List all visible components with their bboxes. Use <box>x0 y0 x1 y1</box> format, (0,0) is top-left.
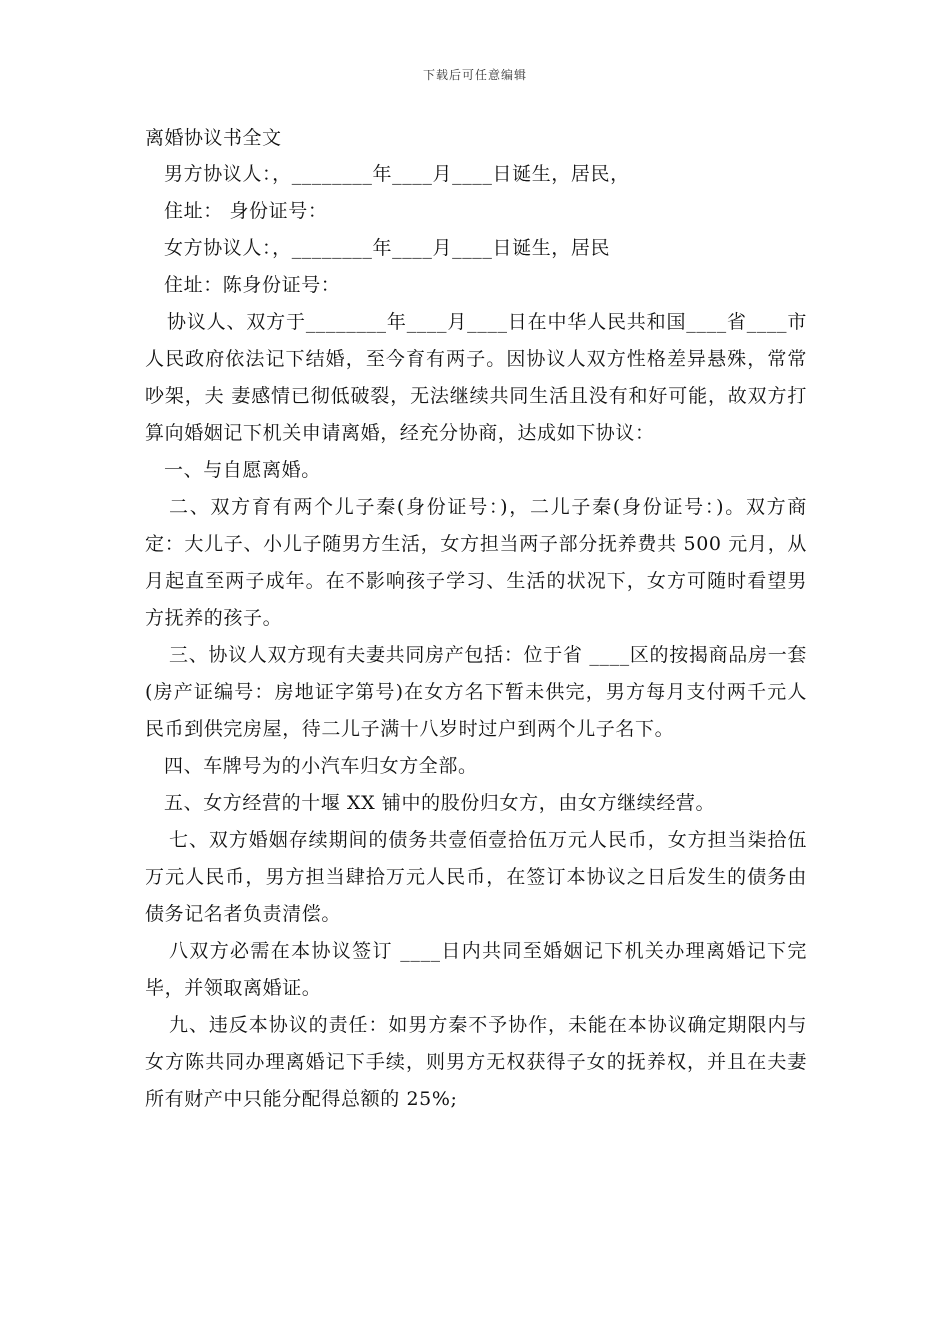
clause-1: 一、与自愿离婚。 <box>164 459 321 481</box>
document-title: 离婚协议书全文 <box>145 127 282 149</box>
clause-8: 八双方必需在本协议签订 ____日内共同至婚姻记下机关办理离婚记下完毕，并领取离婚证。 <box>145 940 807 999</box>
male-party-line: 男方协议人：，________年____月____日诞生，居民， <box>164 163 630 185</box>
clause-3: 三、协议人双方现有夫妻共同房产包括：位于省 ____区的按揭商品房一套(房产证编号：房地证字第号)在女方名下暂未供完，男方每月支付两千元人民币到供完房屋，待二儿子满十八岁时过户到两个儿子名下。 <box>145 644 807 740</box>
male-address-line: 住址： 身份证号： <box>164 200 328 222</box>
clause-7: 七、双方婚姻存续期间的债务共壹佰壹拾伍万元人民币，女方担当柒拾伍万元人民币，男方担当肆拾万元人民币，在签订本协议之日后发生的债务由债务记名者负责清偿。 <box>145 829 807 925</box>
female-address-line: 住址：陈身份证号： <box>164 274 341 296</box>
clause-5: 五、女方经营的十堰 XX 铺中的股份归女方，由女方继续经营。 <box>164 792 716 814</box>
page-header: 下载后可任意编辑 <box>422 68 527 82</box>
document-body <box>145 124 807 1118</box>
clause-2: 二、双方育有两个儿子秦(身份证号：)，二儿子秦(身份证号：)。双方商定：大儿子、小儿子随男方生活，女方担当两子部分抚养费共 500 元月，从月起直至两子成年。在不影响孩子学习、生活的状况下，女方可随时看望男方抚养的孩子。 <box>145 496 807 629</box>
intro-paragraph: 协议人、双方于________年____月____日在中华人民共和国____省____市人民政府依法记下结婚，至今育有两子。因协议人双方性格差异悬殊，常常吵架，夫 妻感情已彻低破裂，无法继续共同生活且没有和好可能，故双方打算向婚姻记下机关申请离婚，经充分协商，达成如下协议： <box>145 311 807 444</box>
female-party-line: 女方协议人：，________年____月____日诞生，居民 <box>164 237 611 259</box>
clause-9: 九、违反本协议的责任：如男方秦不予协作，未能在本协议确定期限内与女方陈共同办理离婚记下手续，则男方无权获得子女的抚养权，并且在夫妻所有财产中只能分配得总额的 25%; <box>145 1014 807 1110</box>
clause-4: 四、车牌号为的小汽车归女方全部。 <box>164 755 478 777</box>
